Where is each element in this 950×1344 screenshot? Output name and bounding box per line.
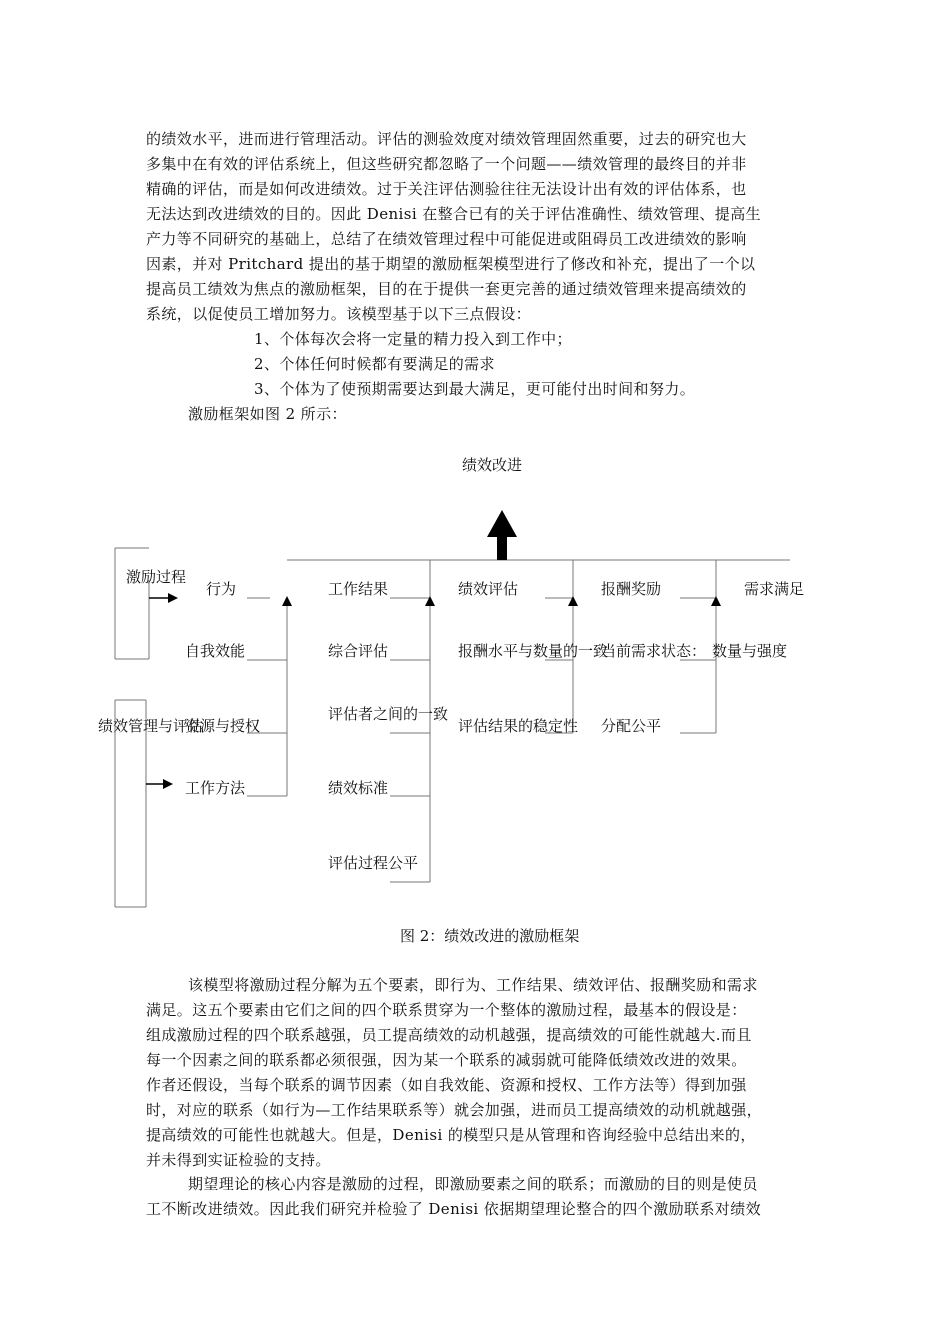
paragraph-2-line-3: 组成激励过程的四个联系越强，员工提高绩效的动机越强，提高绩效的可能性就越大.而且 xyxy=(146,1026,752,1044)
paragraph-1-line-8: 系统，以促使员工增加努力。该模型基于以下三点假设： xyxy=(146,305,532,323)
paragraph-1-line-5: 产力等不同研究的基础上，总结了在绩效管理过程中可能促进或阻碍员工改进绩效的影响 xyxy=(146,230,747,248)
col2-item-3: 评估者之间的一致 xyxy=(328,705,449,723)
paragraph-2-line-6: 时，对应的联系（如行为—工作结果联系等）就会加强，进而员工提高绩效的动机就越强， xyxy=(146,1101,763,1119)
assumption-3: 3、个体为了使预期需要达到最大满足，更可能付出时间和努力。 xyxy=(254,380,696,398)
paragraph-1-line-4: 无法达到改进绩效的目的。因此 Denisi 在整合已有的关于评估准确性、绩效管理、提高生 xyxy=(146,205,761,223)
col2-item-5: 评估过程公平 xyxy=(328,854,419,872)
paragraph-2-line-8: 并未得到实证检验的支持。 xyxy=(146,1151,331,1169)
col5-item-1: 需求满足 xyxy=(744,580,805,598)
paragraph-2-line-2: 满足。这五个要素由它们之间的四个联系贯穿为一个整体的激励过程，最基本的假设是： xyxy=(146,1001,747,1019)
paragraph-3-line-1: 期望理论的核心内容是激励的过程，即激励要素之间的联系；而激励的目的则是使员 xyxy=(188,1175,758,1193)
paragraph-2-line-7: 提高绩效的可能性也就越大。但是，Denisi 的模型只是从管理和咨询经验中总结出来的， xyxy=(146,1126,756,1144)
col5-item-2: 数量与强度 xyxy=(712,642,788,660)
big-up-arrow-shaft xyxy=(497,536,507,560)
paragraph-1-line-7: 提高员工绩效为焦点的激励框架，目的在于提供一套更完善的通过绩效管理来提高绩效的 xyxy=(146,280,747,298)
bracket-process xyxy=(115,548,149,659)
col1-item-2: 自我效能 xyxy=(185,642,246,660)
left-label-management: 绩效管理与评估 xyxy=(98,717,204,735)
col4-item-3: 分配公平 xyxy=(601,717,662,735)
paragraph-1-line-3: 精确的评估，而是如何改进绩效。过于关注评估测验往往无法设计出有效的评估体系，也 xyxy=(146,180,747,198)
paragraph-2-line-5: 作者还假设，当每个联系的调节因素（如自我效能、资源和授权、工作方法等）得到加强 xyxy=(146,1076,747,1094)
col3-item-3: 评估结果的稳定性 xyxy=(458,717,579,735)
col4-item-2: 当前需求状态： xyxy=(601,642,707,660)
paragraph-1-line-2: 多集中在有效的评估系统上，但这些研究都忽略了一个问题——绩效管理的最终目的并非 xyxy=(146,155,747,173)
col1-item-1: 行为 xyxy=(206,580,237,598)
paragraph-1-line-1: 的绩效水平，进而进行管理活动。评估的测验效度对绩效管理固然重要，过去的研究也大 xyxy=(146,130,747,148)
col3-item-2: 报酬水平与数量的一致 xyxy=(458,642,609,660)
col1-item-3: 资源与授权 xyxy=(185,717,261,735)
figure-intro: 激励框架如图 2 所示： xyxy=(188,405,347,423)
arrow-to-result xyxy=(282,596,292,606)
paragraph-2-line-4: 每一个因素之间的联系都必须很强，因为某一个联系的减弱就可能降低绩效改进的效果。 xyxy=(146,1051,747,1069)
big-up-arrow-head xyxy=(487,510,517,537)
paragraph-1-line-6: 因素，并对 Pritchard 提出的基于期望的激励框架模型进行了修改和补充，提出了一个以 xyxy=(146,255,756,273)
left-label-process: 激励过程 xyxy=(126,568,187,586)
col2-item-1: 工作结果 xyxy=(328,580,389,598)
paragraph-2-line-1: 该模型将激励过程分解为五个要素，即行为、工作结果、绩效评估、报酬奖励和需求 xyxy=(188,976,758,994)
col1-item-4: 工作方法 xyxy=(185,779,246,797)
paragraph-3-line-2: 工不断改进绩效。因此我们研究并检验了 Denisi 依据期望理论整合的四个激励联系对绩效 xyxy=(146,1200,761,1218)
col2-item-4: 绩效标准 xyxy=(328,779,389,797)
col2-item-2: 综合评估 xyxy=(328,642,389,660)
col4-item-1: 报酬奖励 xyxy=(601,580,662,598)
top-label-performance-improvement: 绩效改进 xyxy=(462,456,523,474)
col1-ticks xyxy=(247,598,287,796)
assumption-1: 1、个体每次会将一定量的精力投入到工作中； xyxy=(254,330,572,348)
figure-caption: 图 2：绩效改进的激励框架 xyxy=(400,927,580,945)
arrow-to-behavior xyxy=(168,593,178,603)
arrow-to-method xyxy=(163,779,173,789)
col3-item-1: 绩效评估 xyxy=(458,580,519,598)
assumption-2: 2、个体任何时候都有要满足的需求 xyxy=(254,355,495,373)
